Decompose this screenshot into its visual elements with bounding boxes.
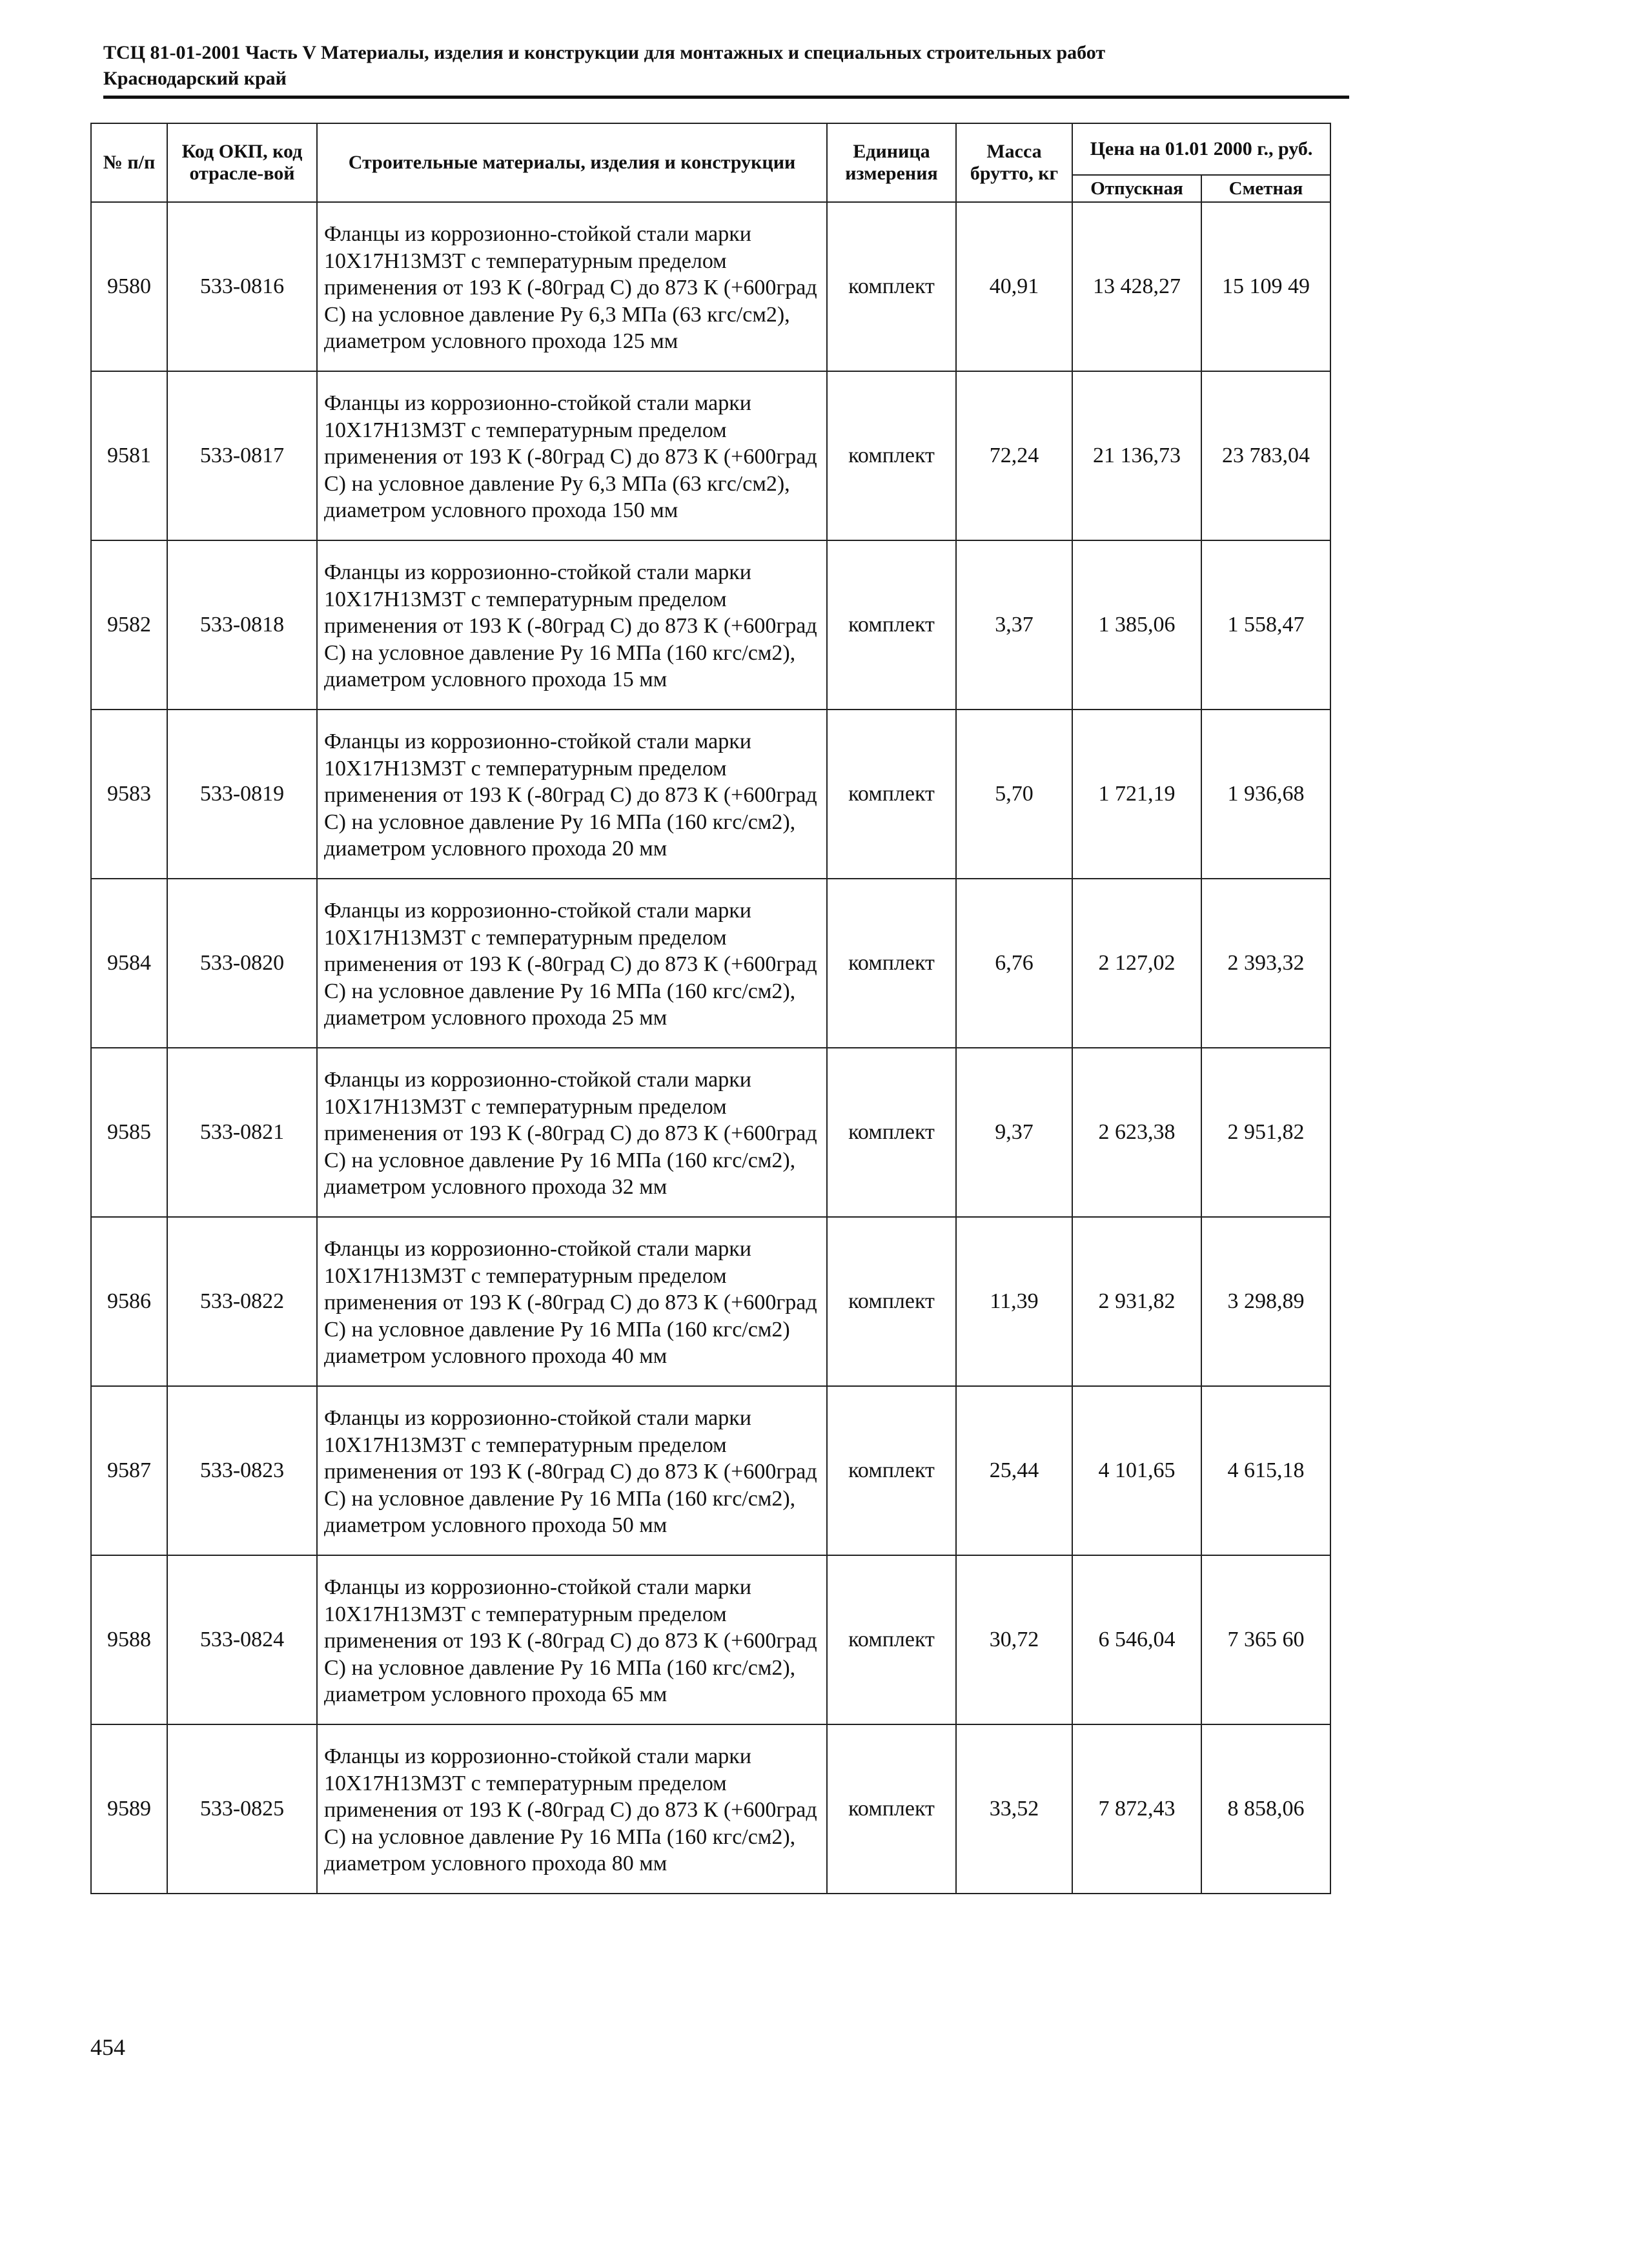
cell-code: 533-0821: [167, 1048, 317, 1217]
cell-price-release: 21 136,73: [1072, 371, 1201, 540]
table-row: [91, 1217, 1330, 1386]
cell-name: Фланцы из коррозионно-стойкой стали марки 10Х17Н13М3Т с температурным пределом применения от 193 К (-80град С) до 873 К (+600град С) на условное давление Ру 6,3 МПа (63 кгс/см2), диаметром условного прохода 150 мм: [317, 371, 827, 540]
cell-mass: 11,39: [956, 1217, 1072, 1386]
cell-mass: 72,24: [956, 371, 1072, 540]
cell-num: 9582: [91, 540, 167, 710]
cell-mass: 30,72: [956, 1555, 1072, 1724]
cell-price-estimate: 23 783,04: [1201, 371, 1330, 540]
cell-price-estimate: 3 298,89: [1201, 1217, 1330, 1386]
cell-num: 9588: [91, 1555, 167, 1724]
cell-code: 533-0817: [167, 371, 317, 540]
region-title: Краснодарский край: [103, 68, 287, 89]
table-row: [91, 371, 1330, 540]
cell-unit: комплект: [827, 202, 956, 371]
cell-price-estimate: 4 615,18: [1201, 1386, 1330, 1555]
table-row: [91, 202, 1330, 371]
table-row: [91, 1724, 1330, 1894]
col-header-price-estimate: Сметная: [1201, 175, 1330, 202]
cell-num: 9585: [91, 1048, 167, 1217]
cell-code: 533-0822: [167, 1217, 317, 1386]
cell-unit: комплект: [827, 1048, 956, 1217]
header-divider: [103, 96, 1349, 99]
col-header-code: Код ОКП, код отрасле-вой: [167, 123, 317, 202]
cell-num: 9586: [91, 1217, 167, 1386]
cell-code: 533-0825: [167, 1724, 317, 1894]
cell-num: 9581: [91, 371, 167, 540]
col-header-unit: Единица измерения: [827, 123, 956, 202]
cell-price-estimate: 8 858,06: [1201, 1724, 1330, 1894]
cell-name: Фланцы из коррозионно-стойкой стали марки 10Х17Н13М3Т с температурным пределом применения от 193 К (-80град С) до 873 К (+600град С) на условное давление Ру 16 МПа (160 кгс/см2) диаметром условного прохода 40 мм: [317, 1217, 827, 1386]
page-number: 454: [90, 2034, 125, 2060]
cell-price-estimate: 1 936,68: [1201, 710, 1330, 879]
cell-code: 533-0818: [167, 540, 317, 710]
table-body: [91, 202, 1330, 1894]
cell-code: 533-0820: [167, 879, 317, 1048]
cell-mass: 6,76: [956, 879, 1072, 1048]
cell-price-release: 1 385,06: [1072, 540, 1201, 710]
table-row: [91, 1386, 1330, 1555]
cell-price-estimate: 1 558,47: [1201, 540, 1330, 710]
price-table: [90, 123, 1331, 1894]
table-header: [91, 123, 1330, 202]
cell-price-release: 1 721,19: [1072, 710, 1201, 879]
cell-name: Фланцы из коррозионно-стойкой стали марки 10Х17Н13М3Т с температурным пределом применения от 193 К (-80град С) до 873 К (+600град С) на условное давление Ру 16 МПа (160 кгс/см2), диаметром условного прохода 80 мм: [317, 1724, 827, 1894]
cell-mass: 40,91: [956, 202, 1072, 371]
cell-price-release: 2 623,38: [1072, 1048, 1201, 1217]
cell-num: 9587: [91, 1386, 167, 1555]
cell-unit: комплект: [827, 1217, 956, 1386]
cell-unit: комплект: [827, 1724, 956, 1894]
cell-price-release: 13 428,27: [1072, 202, 1201, 371]
col-header-price-release: Отпускная: [1072, 175, 1201, 202]
cell-price-estimate: 2 951,82: [1201, 1048, 1330, 1217]
cell-code: 533-0819: [167, 710, 317, 879]
cell-num: 9589: [91, 1724, 167, 1894]
cell-mass: 5,70: [956, 710, 1072, 879]
cell-price-estimate: 2 393,32: [1201, 879, 1330, 1048]
cell-unit: комплект: [827, 879, 956, 1048]
cell-mass: 33,52: [956, 1724, 1072, 1894]
page-header: [103, 40, 1349, 99]
cell-unit: комплект: [827, 1555, 956, 1724]
cell-name: Фланцы из коррозионно-стойкой стали марки 10Х17Н13М3Т с температурным пределом применения от 193 К (-80град С) до 873 К (+600град С) на условное давление Ру 16 МПа (160 кгс/см2), диаметром условного прохода 32 мм: [317, 1048, 827, 1217]
cell-price-estimate: 15 109 49: [1201, 202, 1330, 371]
cell-price-release: 4 101,65: [1072, 1386, 1201, 1555]
cell-price-release: 6 546,04: [1072, 1555, 1201, 1724]
table-row: [91, 1048, 1330, 1217]
cell-num: 9580: [91, 202, 167, 371]
cell-mass: 25,44: [956, 1386, 1072, 1555]
col-header-name: Строительные материалы, изделия и конструкции: [317, 123, 827, 202]
cell-name: Фланцы из коррозионно-стойкой стали марки 10Х17Н13М3Т с температурным пределом применения от 193 К (-80град С) до 873 К (+600град С) на условное давление Ру 16 МПа (160 кгс/см2), диаметром условного прохода 15 мм: [317, 540, 827, 710]
cell-mass: 9,37: [956, 1048, 1072, 1217]
cell-price-release: 2 127,02: [1072, 879, 1201, 1048]
cell-num: 9583: [91, 710, 167, 879]
cell-code: 533-0816: [167, 202, 317, 371]
cell-price-estimate: 7 365 60: [1201, 1555, 1330, 1724]
cell-price-release: 2 931,82: [1072, 1217, 1201, 1386]
cell-name: Фланцы из коррозионно-стойкой стали марки 10Х17Н13М3Т с температурным пределом применения от 193 К (-80град С) до 873 К (+600град С) на условное давление Ру 16 МПа (160 кгс/см2), диаметром условного прохода 65 мм: [317, 1555, 827, 1724]
cell-code: 533-0823: [167, 1386, 317, 1555]
table-row: [91, 540, 1330, 710]
cell-unit: комплект: [827, 540, 956, 710]
cell-price-release: 7 872,43: [1072, 1724, 1201, 1894]
table-row: [91, 879, 1330, 1048]
cell-name: Фланцы из коррозионно-стойкой стали марки 10Х17Н13М3Т с температурным пределом применения от 193 К (-80град С) до 873 К (+600град С) на условное давление Ру 16 МПа (160 кгс/см2), диаметром условного прохода 25 мм: [317, 879, 827, 1048]
cell-name: Фланцы из коррозионно-стойкой стали марки 10Х17Н13М3Т с температурным пределом применения от 193 К (-80град С) до 873 К (+600град С) на условное давление Ру 16 МПа (160 кгс/см2), диаметром условного прохода 50 мм: [317, 1386, 827, 1555]
cell-code: 533-0824: [167, 1555, 317, 1724]
cell-unit: комплект: [827, 371, 956, 540]
col-header-mass: Масса брутто, кг: [956, 123, 1072, 202]
table-row: [91, 710, 1330, 879]
document-title: ТСЦ 81-01-2001 Часть V Материалы, изделия и конструкции для монтажных и специальных строительных работ: [103, 42, 1106, 63]
cell-unit: комплект: [827, 1386, 956, 1555]
cell-name: Фланцы из коррозионно-стойкой стали марки 10Х17Н13М3Т с температурным пределом применения от 193 К (-80град С) до 873 К (+600град С) на условное давление Ру 16 МПа (160 кгс/см2), диаметром условного прохода 20 мм: [317, 710, 827, 879]
col-header-price-group: Цена на 01.01 2000 г., руб.: [1072, 123, 1330, 175]
cell-mass: 3,37: [956, 540, 1072, 710]
cell-name: Фланцы из коррозионно-стойкой стали марки 10Х17Н13М3Т с температурным пределом применения от 193 К (-80град С) до 873 К (+600град С) на условное давление Ру 6,3 МПа (63 кгс/см2), диаметром условного прохода 125 мм: [317, 202, 827, 371]
cell-num: 9584: [91, 879, 167, 1048]
col-header-num: № п/п: [91, 123, 167, 202]
table-row: [91, 1555, 1330, 1724]
cell-unit: комплект: [827, 710, 956, 879]
